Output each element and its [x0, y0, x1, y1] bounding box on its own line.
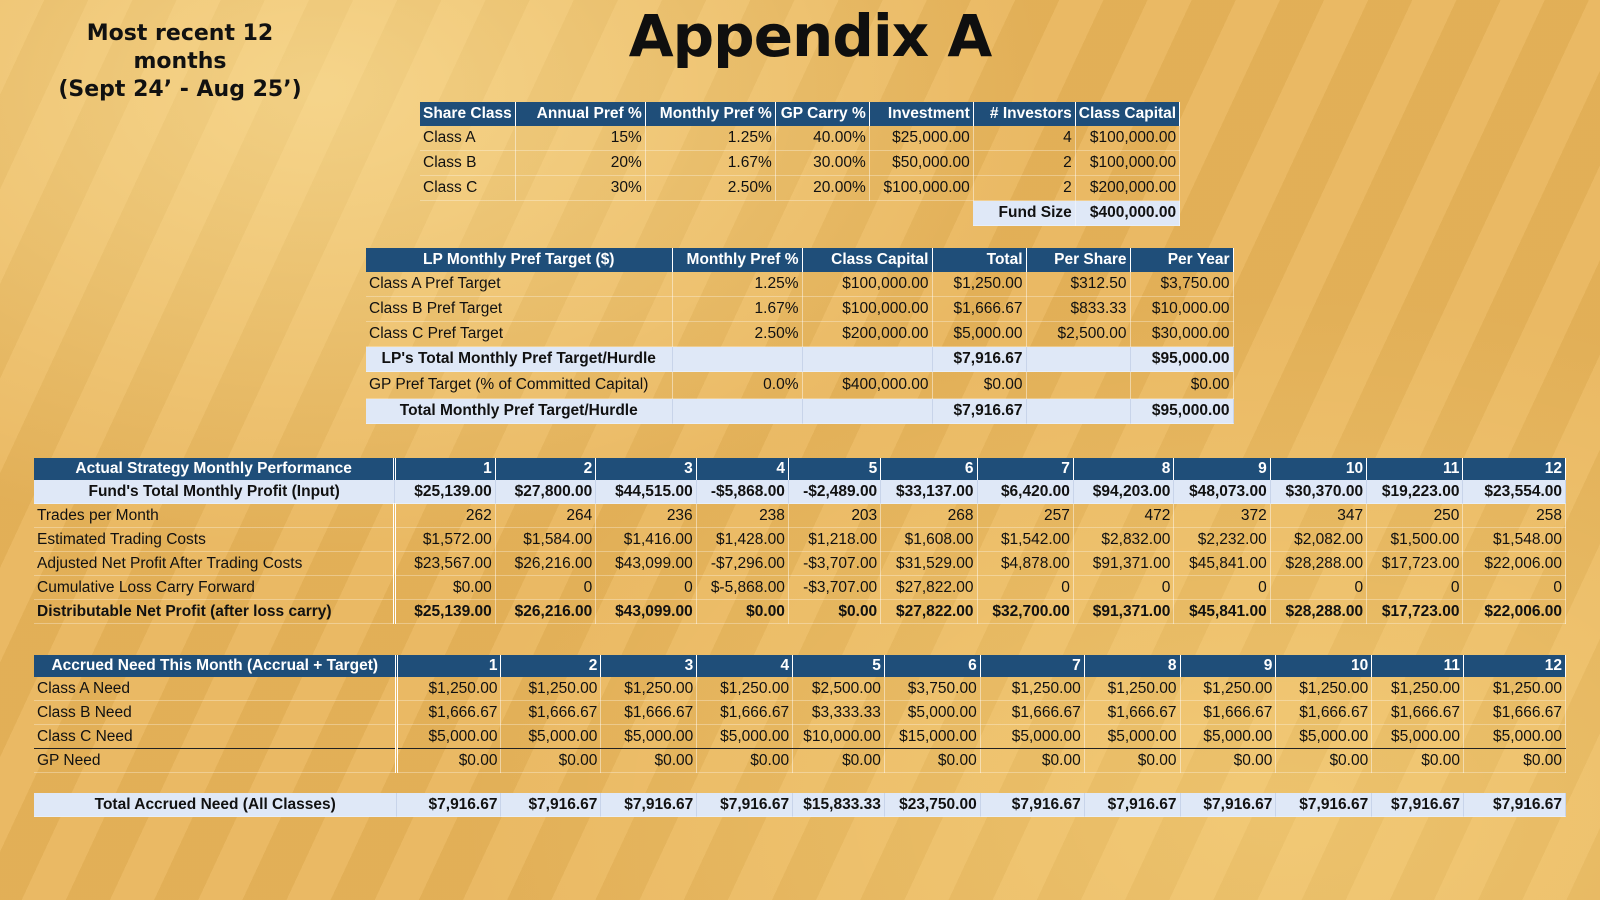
annual-pref-cell: 15%: [515, 126, 645, 151]
performance-month-value: 0: [596, 576, 696, 600]
performance-header-month: 3: [596, 458, 696, 480]
performance-month-value: $0.00: [788, 600, 880, 624]
header-lp-monthly-pref-target: LP Monthly Pref Target ($): [366, 248, 672, 272]
performance-month-value: $2,832.00: [1073, 528, 1173, 552]
header-monthly-pref: Monthly Pref %: [672, 248, 802, 272]
performance-month-value: $31,529.00: [881, 552, 977, 576]
gp-pref-percent: 0.0%: [672, 372, 802, 399]
performance-header-month: 12: [1463, 458, 1566, 480]
performance-month-value: $27,822.00: [881, 576, 977, 600]
investors-cell: 4: [973, 126, 1075, 151]
grand-total-total: $7,916.67: [932, 399, 1026, 424]
performance-month-value: 0: [495, 576, 595, 600]
accrued-header-month: 7: [980, 655, 1084, 677]
performance-month-value: $45,841.00: [1174, 600, 1270, 624]
accrued-header-row: [34, 655, 1566, 677]
accrued-month-value: $1,250.00: [980, 677, 1084, 701]
performance-month-value: 268: [881, 504, 977, 528]
accrued-month-value: $1,666.67: [980, 701, 1084, 725]
performance-month-value: 372: [1174, 504, 1270, 528]
performance-month-value: $44,515.00: [596, 480, 696, 504]
accrued-month-value: $5,000.00: [884, 701, 980, 725]
accrued-header-month: 10: [1276, 655, 1372, 677]
performance-month-value: 0: [977, 576, 1073, 600]
gp-pref-row: [366, 372, 1233, 399]
accrued-month-value: $1,666.67: [501, 701, 601, 725]
header-per-share: Per Share: [1026, 248, 1130, 272]
table-row: [420, 126, 1180, 151]
accrued-row-label: Class A Need: [34, 677, 397, 701]
performance-month-value: $91,371.00: [1073, 552, 1173, 576]
fund-size-row: [420, 201, 1180, 226]
accrued-month-value: $1,666.67: [1180, 701, 1276, 725]
grand-total-per-year: $95,000.00: [1130, 399, 1233, 424]
performance-month-value: 264: [495, 504, 595, 528]
accrued-month-value: $0.00: [1464, 749, 1566, 773]
performance-month-value: $94,203.00: [1073, 480, 1173, 504]
accrued-month-value: $7,916.67: [501, 793, 601, 817]
performance-header-label: Actual Strategy Monthly Performance: [34, 458, 395, 480]
spacer-row: [34, 773, 1566, 794]
monthly-pref-cell: 1.67%: [672, 297, 802, 322]
monthly-pref-cell: 1.25%: [645, 126, 775, 151]
accrued-month-value: $0.00: [980, 749, 1084, 773]
performance-month-value: $32,700.00: [977, 600, 1073, 624]
performance-month-value: $0.00: [395, 576, 495, 600]
accrued-month-value: $0.00: [1372, 749, 1464, 773]
performance-month-value: 236: [596, 504, 696, 528]
accrued-month-value: $1,666.67: [1464, 701, 1566, 725]
performance-month-value: 472: [1073, 504, 1173, 528]
accrued-header-month: 6: [884, 655, 980, 677]
accrued-month-value: $1,250.00: [601, 677, 697, 701]
accrued-month-value: $0.00: [793, 749, 885, 773]
page-title: Appendix A: [628, 2, 992, 70]
lp-pref-target-table: [366, 248, 1234, 424]
header-per-year: Per Year: [1130, 248, 1233, 272]
performance-month-value: $25,139.00: [395, 600, 495, 624]
accrued-month-value: $0.00: [601, 749, 697, 773]
accrued-month-value: $1,250.00: [1180, 677, 1276, 701]
gp-pref-per-share: [1026, 372, 1130, 399]
per-year-cell: $30,000.00: [1130, 322, 1233, 347]
accrued-month-value: $0.00: [697, 749, 793, 773]
performance-month-value: $25,139.00: [395, 480, 495, 504]
performance-month-value: -$3,707.00: [788, 552, 880, 576]
performance-month-value: $1,416.00: [596, 528, 696, 552]
table-row: [34, 576, 1566, 600]
performance-month-value: $26,216.00: [495, 600, 595, 624]
total-cell: $5,000.00: [932, 322, 1026, 347]
header-total: Total: [932, 248, 1026, 272]
accrued-month-value: $1,250.00: [501, 677, 601, 701]
accrued-month-value: $5,000.00: [501, 725, 601, 749]
accrued-month-value: $7,916.67: [601, 793, 697, 817]
performance-row-label: Adjusted Net Profit After Trading Costs: [34, 552, 395, 576]
lp-total-monthly-pref: [672, 347, 802, 372]
accrued-month-value: $7,916.67: [397, 793, 501, 817]
performance-header-month: 2: [495, 458, 595, 480]
table-row: [366, 297, 1233, 322]
accrued-month-value: $7,916.67: [1464, 793, 1566, 817]
performance-month-value: 0: [1174, 576, 1270, 600]
performance-month-value: 0: [1463, 576, 1566, 600]
performance-header-row: [34, 458, 1566, 480]
performance-month-value: 238: [696, 504, 788, 528]
monthly-pref-cell: 2.50%: [672, 322, 802, 347]
total-cell: $1,666.67: [932, 297, 1026, 322]
performance-month-value: 0: [1270, 576, 1366, 600]
accrued-row-label: Total Accrued Need (All Classes): [34, 793, 397, 817]
fund-size-spacer: [420, 201, 973, 226]
performance-row-label: Fund's Total Monthly Profit (Input): [34, 480, 395, 504]
performance-month-value: $30,370.00: [1270, 480, 1366, 504]
performance-month-value: 258: [1463, 504, 1566, 528]
accrued-month-value: $1,666.67: [1276, 701, 1372, 725]
accrued-month-value: $0.00: [501, 749, 601, 773]
accrued-month-value: $5,000.00: [980, 725, 1084, 749]
accrued-row-label: Class B Need: [34, 701, 397, 725]
grand-total-per-share: [1026, 399, 1130, 424]
lp-total-class-capital: [802, 347, 932, 372]
investors-cell: 2: [973, 151, 1075, 176]
monthly-pref-cell: 1.25%: [672, 272, 802, 297]
investment-cell: $25,000.00: [869, 126, 973, 151]
lp-total-total: $7,916.67: [932, 347, 1026, 372]
performance-month-value: $28,288.00: [1270, 600, 1366, 624]
lp-pref-header-row: [366, 248, 1233, 272]
per-share-cell: $2,500.00: [1026, 322, 1130, 347]
performance-month-value: 0: [1073, 576, 1173, 600]
performance-month-value: $1,428.00: [696, 528, 788, 552]
accrued-header-month: 2: [501, 655, 601, 677]
performance-month-value: $2,082.00: [1270, 528, 1366, 552]
per-year-cell: $10,000.00: [1130, 297, 1233, 322]
accrued-header-month: 9: [1180, 655, 1276, 677]
accrued-row-label: Class C Need: [34, 725, 397, 749]
table-row: [420, 176, 1180, 201]
share-class-cell: Class C: [420, 176, 515, 201]
accrued-month-value: $7,916.67: [697, 793, 793, 817]
table-row: [366, 322, 1233, 347]
accrued-header-month: 3: [601, 655, 697, 677]
performance-month-value: $1,584.00: [495, 528, 595, 552]
performance-header-month: 9: [1174, 458, 1270, 480]
performance-month-value: 250: [1367, 504, 1463, 528]
performance-month-value: $43,099.00: [596, 600, 696, 624]
accrued-month-value: $5,000.00: [1276, 725, 1372, 749]
grand-total-class-capital: [802, 399, 932, 424]
accrued-month-value: $1,250.00: [1276, 677, 1372, 701]
accrued-header-month: 4: [697, 655, 793, 677]
total-accrued-row: [34, 793, 1566, 817]
header-class-capital: Class Capital: [1075, 102, 1179, 126]
accrued-month-value: $1,250.00: [1464, 677, 1566, 701]
accrued-need-table: [34, 655, 1566, 817]
period-subtitle: [40, 20, 320, 104]
spacer-cell: [34, 773, 1566, 794]
share-class-table: [420, 102, 1180, 226]
accrued-month-value: $5,000.00: [1180, 725, 1276, 749]
investors-cell: 2: [973, 176, 1075, 201]
performance-month-value: $22,006.00: [1463, 552, 1566, 576]
performance-month-value: $23,554.00: [1463, 480, 1566, 504]
subtitle-line-2: (Sept 24’ - Aug 25’): [58, 77, 302, 102]
monthly-pref-cell: 2.50%: [645, 176, 775, 201]
performance-month-value: $28,288.00: [1270, 552, 1366, 576]
accrued-month-value: $5,000.00: [1464, 725, 1566, 749]
accrued-month-value: $1,666.67: [697, 701, 793, 725]
accrued-month-value: $0.00: [1084, 749, 1180, 773]
accrued-month-value: $1,666.67: [1372, 701, 1464, 725]
accrued-month-value: $7,916.67: [1084, 793, 1180, 817]
class-capital-cell: $100,000.00: [802, 297, 932, 322]
performance-month-value: $2,232.00: [1174, 528, 1270, 552]
performance-month-value: $43,099.00: [596, 552, 696, 576]
accrued-month-value: $10,000.00: [793, 725, 885, 749]
accrued-month-value: $5,000.00: [1084, 725, 1180, 749]
performance-month-value: -$7,296.00: [696, 552, 788, 576]
accrued-month-value: $1,250.00: [697, 677, 793, 701]
table-row: [34, 528, 1566, 552]
annual-pref-cell: 30%: [515, 176, 645, 201]
accrued-month-value: $1,250.00: [397, 677, 501, 701]
monthly-pref-cell: 1.67%: [645, 151, 775, 176]
performance-header-month: 5: [788, 458, 880, 480]
gp-carry-cell: 30.00%: [775, 151, 869, 176]
total-cell: $1,250.00: [932, 272, 1026, 297]
accrued-header-month: 11: [1372, 655, 1464, 677]
performance-month-value: $17,723.00: [1367, 600, 1463, 624]
header-annual-pref: Annual Pref %: [515, 102, 645, 126]
accrued-month-value: $15,833.33: [793, 793, 885, 817]
accrued-month-value: $15,000.00: [884, 725, 980, 749]
performance-month-value: $23,567.00: [395, 552, 495, 576]
performance-month-value: $22,006.00: [1463, 600, 1566, 624]
accrued-month-value: $0.00: [397, 749, 501, 773]
accrued-month-value: $5,000.00: [1372, 725, 1464, 749]
performance-month-value: 203: [788, 504, 880, 528]
performance-month-value: $27,822.00: [881, 600, 977, 624]
performance-month-value: $1,542.00: [977, 528, 1073, 552]
accrued-month-value: $0.00: [884, 749, 980, 773]
header-investors: # Investors: [973, 102, 1075, 126]
performance-month-value: $17,723.00: [1367, 552, 1463, 576]
header-share-class: Share Class: [420, 102, 515, 126]
header-gp-carry: GP Carry %: [775, 102, 869, 126]
performance-row-label: Estimated Trading Costs: [34, 528, 395, 552]
gp-pref-total: $0.00: [932, 372, 1026, 399]
performance-month-value: $1,218.00: [788, 528, 880, 552]
fund-size-label: Fund Size: [973, 201, 1075, 226]
performance-month-value: 0: [1367, 576, 1463, 600]
grand-total-monthly-pref: [672, 399, 802, 424]
per-share-cell: $833.33: [1026, 297, 1130, 322]
investment-cell: $50,000.00: [869, 151, 973, 176]
accrued-month-value: $1,250.00: [1372, 677, 1464, 701]
performance-row-label: Cumulative Loss Carry Forward: [34, 576, 395, 600]
performance-month-value: $91,371.00: [1073, 600, 1173, 624]
accrued-header-month: 8: [1084, 655, 1180, 677]
subtitle-line-1: Most recent 12 months: [86, 21, 274, 74]
investment-cell: $100,000.00: [869, 176, 973, 201]
accrued-month-value: $3,333.33: [793, 701, 885, 725]
lp-total-label: LP's Total Monthly Pref Target/Hurdle: [366, 347, 672, 372]
accrued-month-value: $2,500.00: [793, 677, 885, 701]
gp-pref-label: GP Pref Target (% of Committed Capital): [366, 372, 672, 399]
performance-month-value: $-5,868.00: [696, 576, 788, 600]
accrued-header-month: 12: [1464, 655, 1566, 677]
accrued-month-value: $1,666.67: [601, 701, 697, 725]
accrued-header-month: 1: [397, 655, 501, 677]
class-capital-cell: $200,000.00: [1075, 176, 1179, 201]
gp-carry-cell: 40.00%: [775, 126, 869, 151]
per-year-cell: $3,750.00: [1130, 272, 1233, 297]
performance-month-value: $45,841.00: [1174, 552, 1270, 576]
performance-month-value: 347: [1270, 504, 1366, 528]
performance-month-value: $33,137.00: [881, 480, 977, 504]
table-row: [34, 701, 1566, 725]
class-capital-cell: $100,000.00: [1075, 151, 1179, 176]
performance-month-value: $1,500.00: [1367, 528, 1463, 552]
lp-total-per-year: $95,000.00: [1130, 347, 1233, 372]
gp-carry-cell: 20.00%: [775, 176, 869, 201]
performance-month-value: $26,216.00: [495, 552, 595, 576]
accrued-month-value: $7,916.67: [1180, 793, 1276, 817]
table-row: [34, 677, 1566, 701]
performance-month-value: $6,420.00: [977, 480, 1073, 504]
accrued-month-value: $0.00: [1276, 749, 1372, 773]
performance-month-value: $1,548.00: [1463, 528, 1566, 552]
share-class-header-row: [420, 102, 1180, 126]
fund-size-value: $400,000.00: [1075, 201, 1179, 226]
performance-row-label: Trades per Month: [34, 504, 395, 528]
performance-month-value: -$3,707.00: [788, 576, 880, 600]
accrued-month-value: $1,250.00: [1084, 677, 1180, 701]
performance-month-value: $19,223.00: [1367, 480, 1463, 504]
table-row: [34, 725, 1566, 749]
gp-pref-capital: $400,000.00: [802, 372, 932, 399]
class-capital-cell: $100,000.00: [1075, 126, 1179, 151]
performance-month-value: -$5,868.00: [696, 480, 788, 504]
grand-total-row: [366, 399, 1233, 424]
table-row: [34, 749, 1566, 773]
accrued-header-month: 5: [793, 655, 885, 677]
performance-header-month: 1: [395, 458, 495, 480]
performance-header-month: 10: [1270, 458, 1366, 480]
share-class-cell: Class A: [420, 126, 515, 151]
table-row: [34, 504, 1566, 528]
accrued-month-value: $5,000.00: [697, 725, 793, 749]
performance-month-value: $1,608.00: [881, 528, 977, 552]
accrued-row-label: GP Need: [34, 749, 397, 773]
performance-table: [34, 458, 1566, 624]
share-class-cell: Class B: [420, 151, 515, 176]
table-row: [34, 552, 1566, 576]
performance-header-month: 4: [696, 458, 788, 480]
header-monthly-pref: Monthly Pref %: [645, 102, 775, 126]
performance-month-value: -$2,489.00: [788, 480, 880, 504]
accrued-month-value: $3,750.00: [884, 677, 980, 701]
performance-month-value: $1,572.00: [395, 528, 495, 552]
performance-month-value: $4,878.00: [977, 552, 1073, 576]
per-share-cell: $312.50: [1026, 272, 1130, 297]
pref-target-label: Class C Pref Target: [366, 322, 672, 347]
class-capital-cell: $200,000.00: [802, 322, 932, 347]
lp-total-per-share: [1026, 347, 1130, 372]
accrued-month-value: $7,916.67: [980, 793, 1084, 817]
accrued-month-value: $5,000.00: [397, 725, 501, 749]
performance-header-month: 8: [1073, 458, 1173, 480]
accrued-month-value: $23,750.00: [884, 793, 980, 817]
performance-month-value: 262: [395, 504, 495, 528]
performance-month-value: $27,800.00: [495, 480, 595, 504]
table-row: [366, 272, 1233, 297]
lp-total-row: [366, 347, 1233, 372]
performance-header-month: 6: [881, 458, 977, 480]
grand-total-label: Total Monthly Pref Target/Hurdle: [366, 399, 672, 424]
accrued-month-value: $1,666.67: [1084, 701, 1180, 725]
performance-month-value: $0.00: [696, 600, 788, 624]
accrued-month-value: $5,000.00: [601, 725, 697, 749]
pref-target-label: Class B Pref Target: [366, 297, 672, 322]
annual-pref-cell: 20%: [515, 151, 645, 176]
accrued-month-value: $0.00: [1180, 749, 1276, 773]
performance-header-month: 7: [977, 458, 1073, 480]
table-row: [420, 151, 1180, 176]
gp-pref-per-year: $0.00: [1130, 372, 1233, 399]
performance-month-value: 257: [977, 504, 1073, 528]
fund-profit-row: [34, 480, 1566, 504]
performance-header-month: 11: [1367, 458, 1463, 480]
performance-month-value: $48,073.00: [1174, 480, 1270, 504]
accrued-month-value: $1,666.67: [397, 701, 501, 725]
class-capital-cell: $100,000.00: [802, 272, 932, 297]
accrued-month-value: $7,916.67: [1276, 793, 1372, 817]
header-class-capital: Class Capital: [802, 248, 932, 272]
accrued-header-label: Accrued Need This Month (Accrual + Target): [34, 655, 397, 677]
performance-row-label: Distributable Net Profit (after loss carry): [34, 600, 395, 624]
header-investment: Investment: [869, 102, 973, 126]
accrued-month-value: $7,916.67: [1372, 793, 1464, 817]
pref-target-label: Class A Pref Target: [366, 272, 672, 297]
distributable-profit-row: [34, 600, 1566, 624]
